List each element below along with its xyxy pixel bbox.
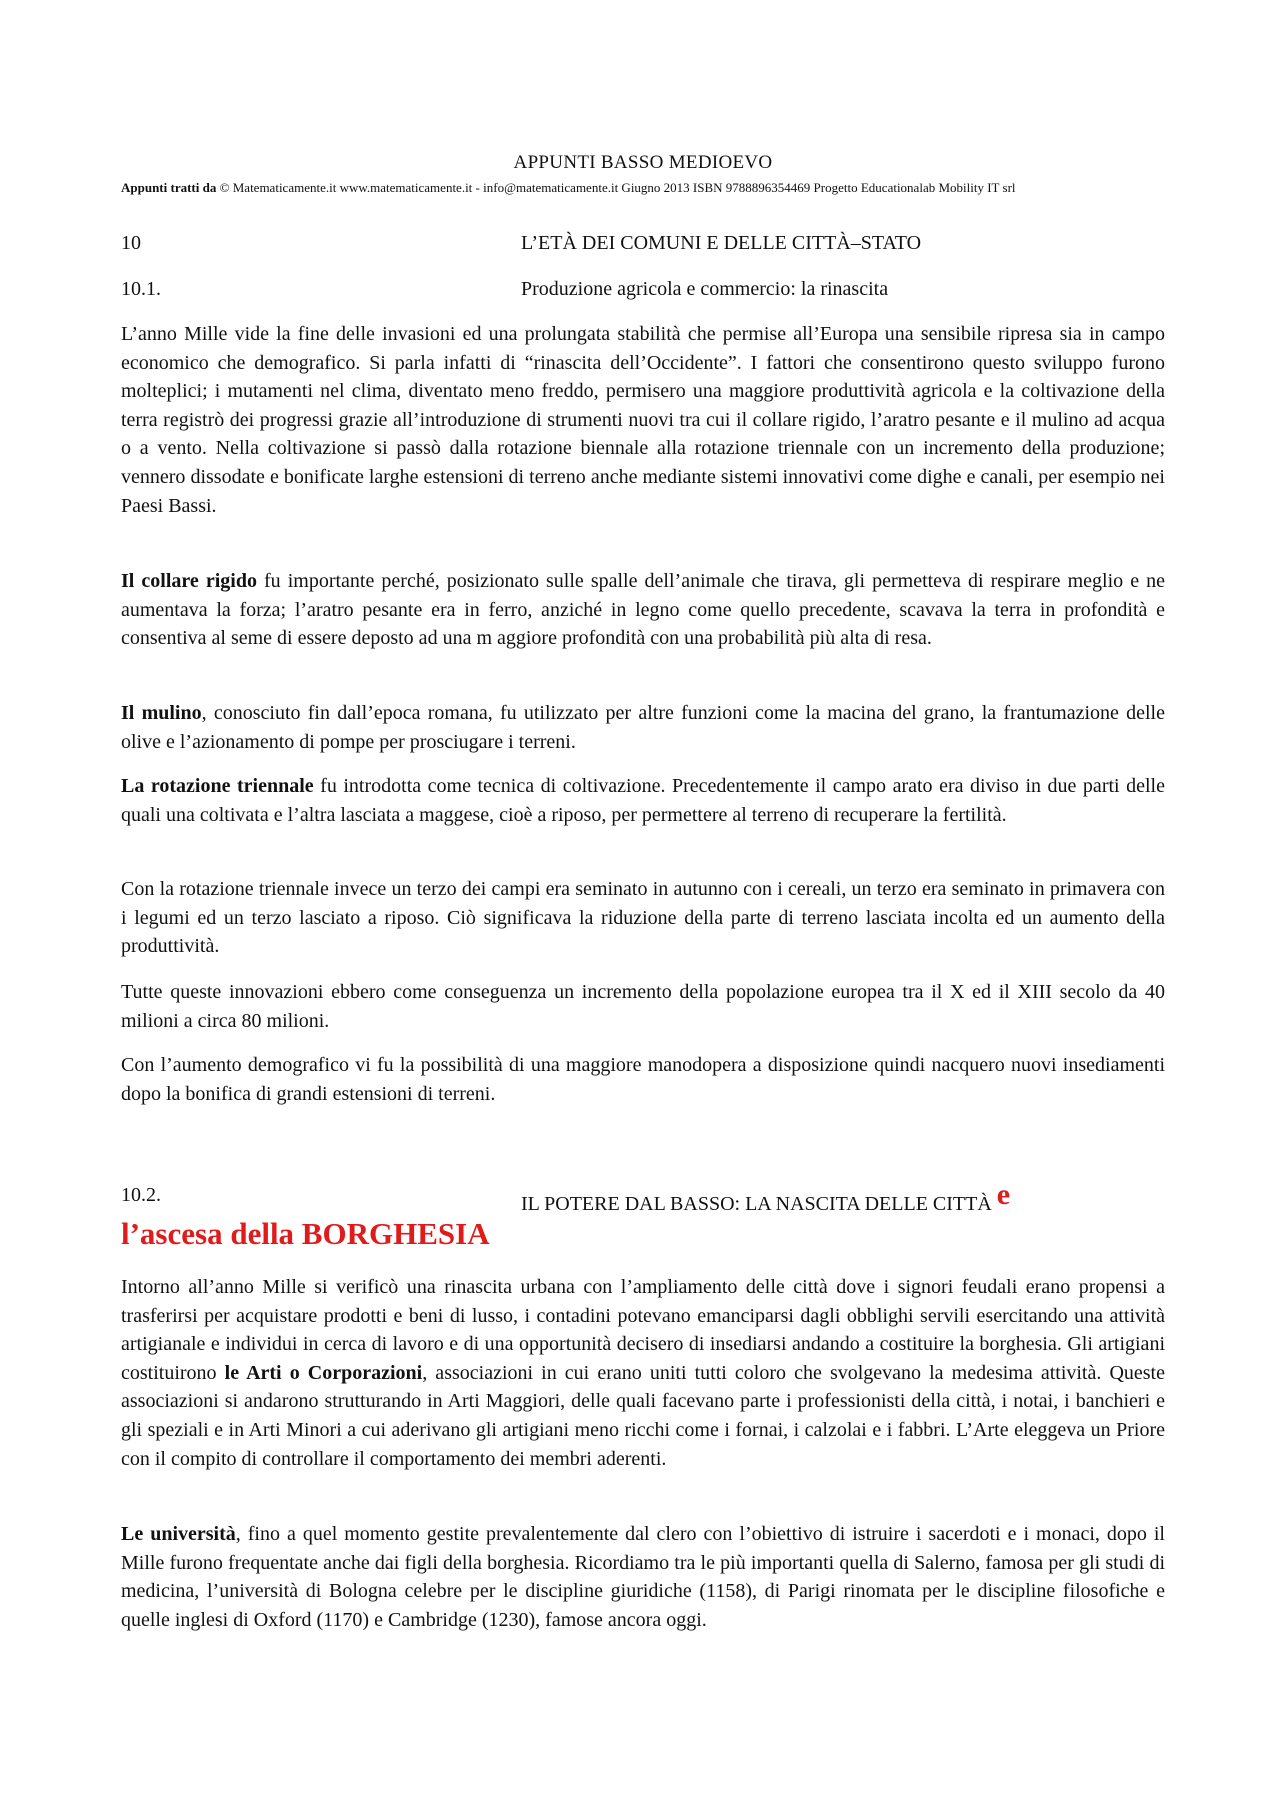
paragraph-text: fu introdotta come tecnica di coltivazione. Precedentemente il campo arato era diviso in due parti delle quali una coltivata e l’altra lasciata a maggese, cioè a riposo, per permettere al terreno di recuperare la fertilità. <box>121 775 1165 826</box>
section-title-e: e <box>996 1178 1011 1211</box>
section-title <box>521 1178 1011 1215</box>
paragraph-innovazioni: Tutte queste innovazioni ebbero come conseguenza un incremento della popolazione europea tra il X ed il XIII secolo da 40 milioni a circa 80 milioni. <box>121 981 1165 1032</box>
section-number: 10.2. <box>121 1184 161 1206</box>
source-text: © Matematicamente.it www.matematicamente.it - info@matematicamente.it Giugno 2013 ISBN 9788896354469 Progetto Educationalab Mobility IT srl <box>219 180 1016 195</box>
paragraph-rotazione <box>121 772 1165 829</box>
paragraph-text: Intorno all’anno Mille si verificò una rinascita urbana con l’ampliamento delle città dove i signori feudali erano propensi a trasferirsi per acquistare prodotti e beni di lusso, i contadini potevano emanciparsi dagli obblighi servili esercitando una attività artigianale e individui in cerca di lavoro e di una opportunità decisero di insediarsi andando a costituire la borghesia. Gli artigiani costituirono <box>121 1276 1165 1384</box>
paragraph-text: , conosciuto fin dall’epoca romana, fu utilizzato per altre funzioni come la macina del grano, la frantumazione delle olive e l’azionamento di pompe per prosciugare i terreni. <box>121 702 1165 753</box>
paragraph-universita <box>121 1520 1165 1634</box>
paragraph-collare <box>121 567 1165 653</box>
section-title: Produzione agricola e commercio: la rinascita <box>521 278 889 300</box>
paragraph-aumento-demografico: Con l’aumento demografico vi fu la possibilità di una maggiore manodopera a disposizione quindi nacquero nuovi insediamenti dopo la bonifica di grandi estensioni di terreni. <box>121 1054 1165 1105</box>
section-subtitle: l’ascesa della BORGHESIA <box>121 1216 490 1251</box>
term-rotazione: La rotazione triennale <box>121 775 314 797</box>
source-attribution <box>121 180 1165 195</box>
paragraph-text: , associazioni in cui erano uniti tutti coloro che svolgevano la medesima attività. Queste associazioni si andarono strutturando in Arti Maggiori, delle quali facevano parte i professionisti della città, i notai, i banchieri e gli speziali e in Arti Minori a cui aderivano gli artigiani meno ricchi come i fornai, i calzolai e i fabbri. L’Arte eleggeva un Priore con il compito di controllare il comportamento dei membri aderenti. <box>121 1361 1165 1470</box>
document-title: APPUNTI BASSO MEDIOEVO <box>513 152 773 173</box>
section-number: 10.1. <box>121 278 161 300</box>
paragraph-text: fu importante perché, posizionato sulle spalle dell’animale che tirava, gli permetteva di respirare meglio e ne aumentava la forza; l’aratro pesante era in ferro, anziché in legno come quello precedente, scavava la terra in profondità e consentiva al seme di essere deposto ad una m aggiore profondità con una probabilità più alta di resa. <box>121 570 1166 650</box>
term-arti: le Arti o Corporazioni <box>224 1361 423 1384</box>
paragraph-text: , fino a quel momento gestite prevalentemente dal clero con l’obiettivo di istruire i sacerdoti e i monaci, dopo il Mille furono frequentate anche dai figli della borghesia. Ricordiamo tra le più importanti quella di Salerno, famosa per gli studi di medicina, l’università di Bologna celebre per le discipline giuridiche (1158), di Parigi rinomata per le discipline filosofiche e quelle inglesi di Oxford (1170) e Cambridge (1230), famose ancora oggi. <box>121 1523 1165 1631</box>
chapter-title: L’ETÀ DEI COMUNI E DELLE CITTÀ–STATO <box>521 232 922 254</box>
term-collare: Il collare rigido <box>121 570 257 592</box>
paragraph-mulino <box>121 699 1165 756</box>
chapter-number: 10 <box>121 232 141 254</box>
term-mulino: Il mulino <box>121 702 202 724</box>
section-title-text: IL POTERE DAL BASSO: LA NASCITA DELLE CITTÀ <box>521 1193 992 1215</box>
paragraph-rotazione-triennale: Con la rotazione triennale invece un terzo dei campi era seminato in autunno con i cereali, un terzo era seminato in primavera con i legumi ed un terzo lasciato a riposo. Ciò significava la riduzione della parte di terreno lasciata incolta ed un aumento della produttività. <box>121 878 1165 958</box>
term-universita: Le università <box>121 1523 236 1545</box>
paragraph-intro: L’anno Mille vide la fine delle invasioni ed una prolungata stabilità che permise all’Europa una sensibile ripresa sia in campo economico che demografico. Si parla infatti di “rinascita dell’Occidente”. I fattori che consentirono questo sviluppo furono molteplici; i mutamenti nel clima, diventato meno freddo, permisero una maggiore produttività agricola e la coltivazione della terra registrò dei progressi grazie all’introduzione di strumenti nuovi tra cui il collare rigido, l’aratro pesante e il mulino ad acqua o a vento. Nella coltivazione si passò dalla rotazione biennale alla rotazione triennale con un incremento della produzione; vennero dissodate e bonificate larghe estensioni di terreno anche mediante sistemi innovativi come dighe e canali, per esempio nei Paesi Bassi. <box>121 323 1165 517</box>
paragraph-rinascita-urbana <box>121 1273 1165 1473</box>
source-label: Appunti tratti da <box>121 180 217 195</box>
